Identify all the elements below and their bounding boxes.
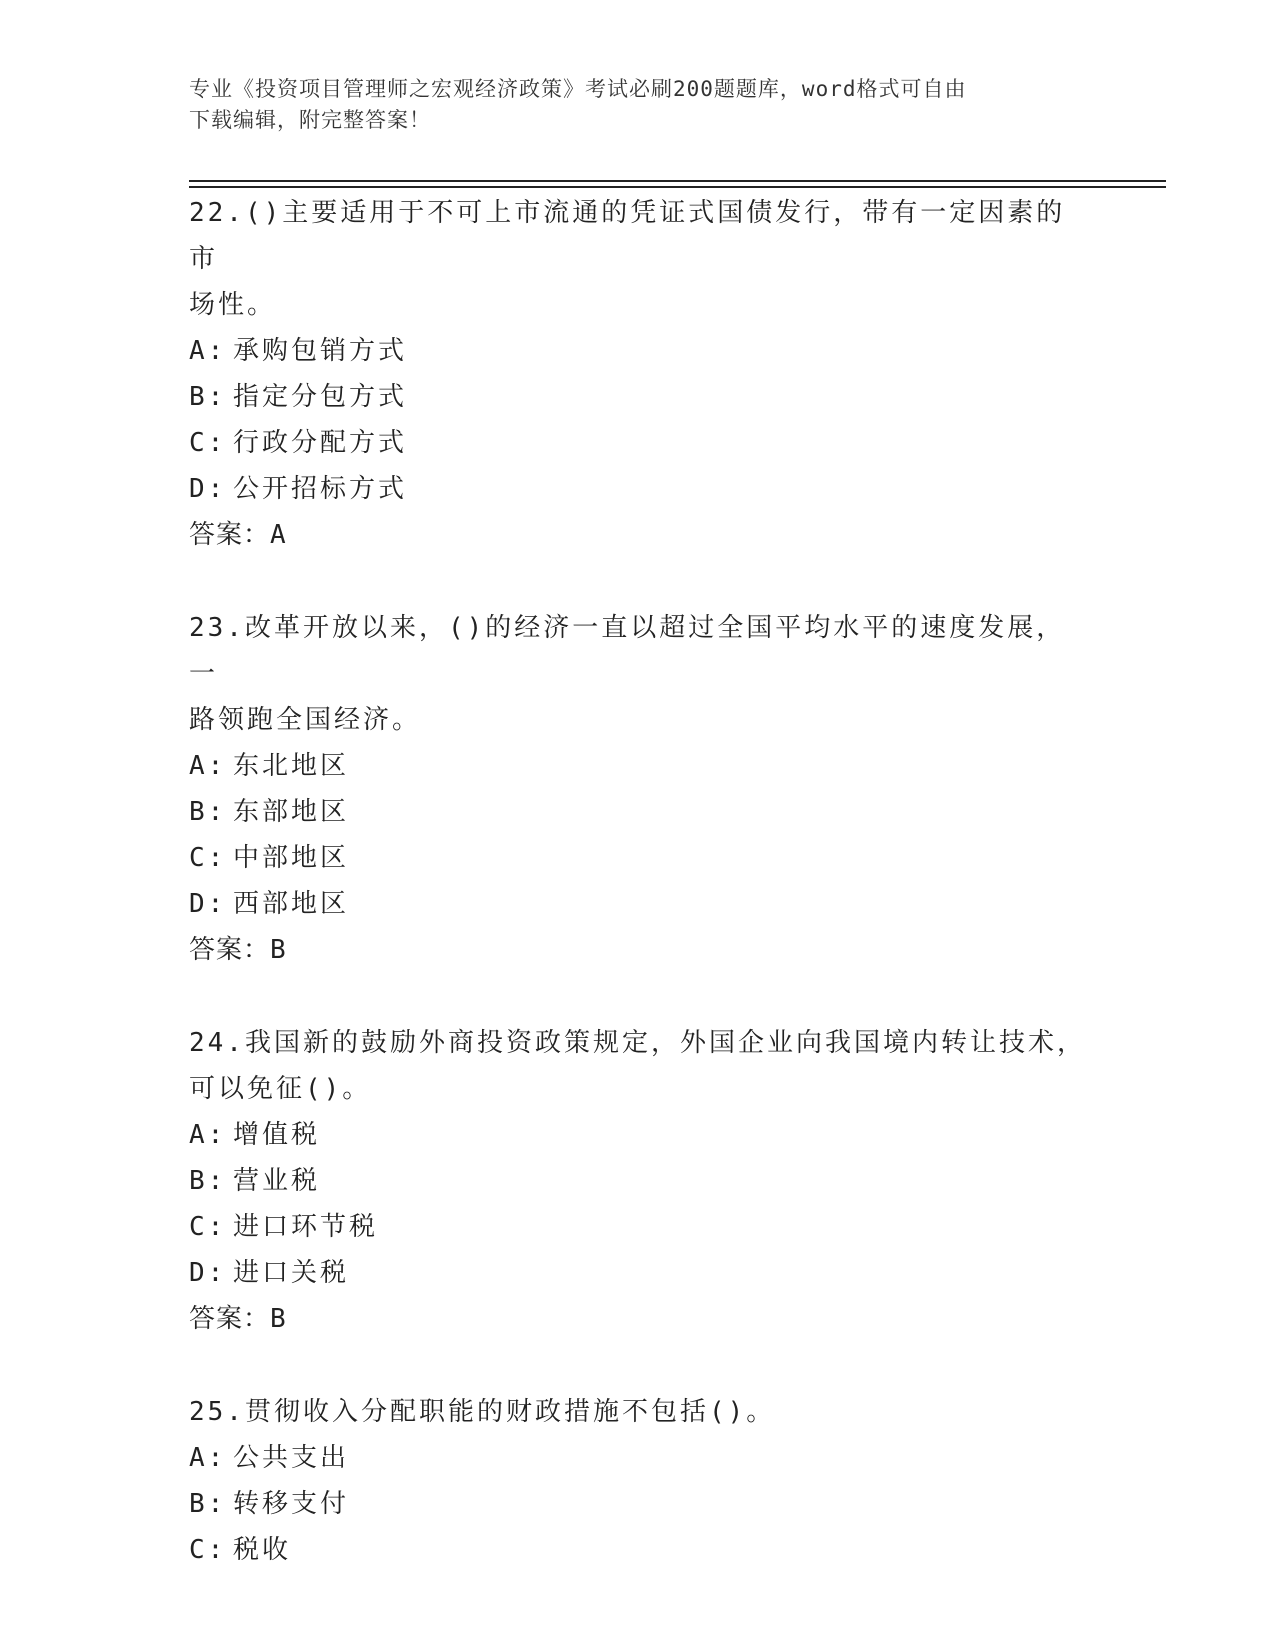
header-line-2: 下载编辑，附完整答案！ — [189, 108, 431, 132]
option-text: 指定分包方式 — [233, 382, 408, 412]
option-text: 西部地区 — [233, 889, 350, 919]
option-key: C: — [189, 428, 227, 458]
option-b — [189, 374, 1089, 420]
option-a — [189, 328, 1089, 374]
option-key: A: — [189, 336, 227, 366]
question-list — [189, 190, 1089, 1620]
option-key: B: — [189, 382, 227, 412]
answer-label: 答案： — [189, 1304, 271, 1334]
option-b — [189, 1158, 1089, 1204]
option-key: B: — [189, 1489, 227, 1519]
option-c — [189, 835, 1089, 881]
header-divider-top — [189, 180, 1166, 182]
option-key: A: — [189, 751, 227, 781]
option-c — [189, 420, 1089, 466]
option-text: 公开招标方式 — [233, 474, 408, 504]
option-key: D: — [189, 1258, 227, 1288]
option-text: 增值税 — [233, 1120, 321, 1150]
option-key: A: — [189, 1120, 227, 1150]
option-c — [189, 1527, 1089, 1573]
option-text: 承购包销方式 — [233, 336, 408, 366]
option-key: C: — [189, 1212, 227, 1242]
answer-line — [189, 512, 1089, 558]
header-line-1: 专业《投资项目管理师之宏观经济政策》考试必刷200题题库，word格式可自由 — [189, 77, 967, 101]
option-d — [189, 1250, 1089, 1296]
question-stem-line: 23.改革开放以来，()的经济一直以超过全国平均水平的速度发展，一 — [189, 613, 1066, 689]
answer-value: B — [270, 1304, 287, 1334]
question-25 — [189, 1389, 1089, 1573]
option-key: C: — [189, 843, 227, 873]
option-text: 进口环节税 — [233, 1212, 379, 1242]
question-stem-line: 路领跑全国经济。 — [189, 705, 422, 735]
question-24 — [189, 1020, 1089, 1342]
option-text: 进口关税 — [233, 1258, 350, 1288]
question-stem-line: 22.()主要适用于不可上市流通的凭证式国债发行，带有一定因素的市 — [189, 198, 1066, 274]
option-d — [189, 881, 1089, 927]
question-stem-line: 24.我国新的鼓励外商投资政策规定，外国企业向我国境内转让技术， — [189, 1028, 1086, 1058]
answer-value: A — [270, 520, 287, 550]
option-key: D: — [189, 474, 227, 504]
question-stem-line: 场性。 — [189, 290, 277, 320]
answer-line — [189, 1296, 1089, 1342]
option-key: A: — [189, 1443, 227, 1473]
option-key: C: — [189, 1535, 227, 1565]
option-a — [189, 743, 1089, 789]
option-d — [189, 466, 1089, 512]
option-text: 行政分配方式 — [233, 428, 408, 458]
option-a — [189, 1112, 1089, 1158]
option-text: 转移支付 — [233, 1489, 350, 1519]
option-text: 税收 — [233, 1535, 292, 1565]
option-b — [189, 1481, 1089, 1527]
option-key: D: — [189, 889, 227, 919]
question-22 — [189, 190, 1089, 558]
option-text: 东北地区 — [233, 751, 350, 781]
answer-label: 答案： — [189, 935, 271, 965]
option-key: B: — [189, 797, 227, 827]
option-key: B: — [189, 1166, 227, 1196]
option-b — [189, 789, 1089, 835]
option-text: 营业税 — [233, 1166, 321, 1196]
question-stem-line: 25.贯彻收入分配职能的财政措施不包括()。 — [189, 1397, 776, 1427]
option-a — [189, 1435, 1089, 1481]
header-divider-bottom — [189, 186, 1166, 188]
option-text: 中部地区 — [233, 843, 350, 873]
option-text: 东部地区 — [233, 797, 350, 827]
question-23 — [189, 605, 1089, 973]
document-header — [189, 74, 1089, 136]
option-c — [189, 1204, 1089, 1250]
option-text: 公共支出 — [233, 1443, 350, 1473]
answer-line — [189, 927, 1089, 973]
answer-label: 答案： — [189, 520, 271, 550]
answer-value: B — [270, 935, 287, 965]
question-stem-line: 可以免征()。 — [189, 1074, 372, 1104]
